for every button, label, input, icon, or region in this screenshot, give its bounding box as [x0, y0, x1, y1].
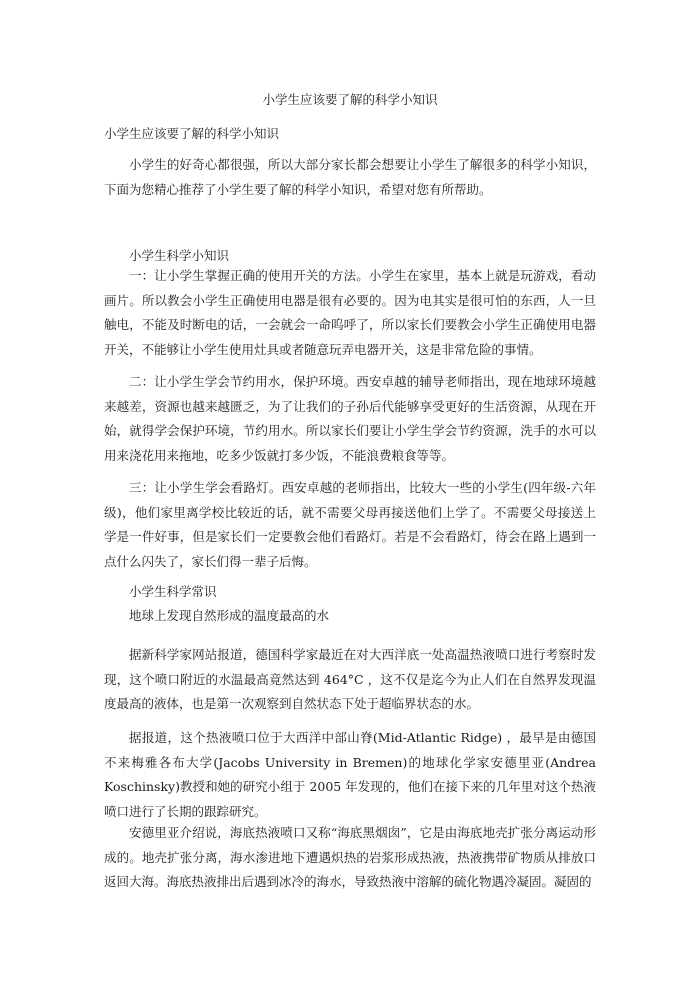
section2-subheading: 地球上发现自然形成的温度最高的水 [129, 608, 330, 623]
section2-paragraph2: 据报道，这个热液喷口位于大西洋中部山脊(Mid-Atlantic Ridge) ，最早是由德国不来梅雅各布大学(Jacobs University in Bremen)的地球化学家安德里亚(Andrea Koschinsky)教授和她的研究小组于 2005 年发现的，他们在接下来的几年里对这个热液喷口进行了长期的跟踪研究。 [104, 730, 596, 819]
document-title: 小学生应该要了解的科学小知识 [262, 92, 438, 107]
section2-heading: 小学生科学常识 [129, 584, 217, 599]
document-subtitle: 小学生应该要了解的科学小知识 [104, 126, 280, 141]
section1-item3-paragraph: 三：让小学生学会看路灯。西安卓越的老师指出，比较大一些的小学生(四年级-六年级)，他们家里离学校比较近的话，就不需要父母再接送他们上学了。不需要父母接送上学是一件好事，但是家长们一定要教会他们看路灯。若是不会看路灯，待会在路上遇到一点什么闪失了，家长们得一辈子后悔。 [104, 480, 596, 569]
section1-item2-paragraph: 二：让小学生学会节约用水，保护环境。西安卓越的辅导老师指出，现在地球环境越来越差，资源也越来越匮乏，为了让我们的子孙后代能够享受更好的生活资源，从现在开始，就得学会保护环境，节约用水。所以家长们要让小学生学会节约资源，洗手的水可以用来浇花用来拖地，吃多少饭就打多少饭，不能浪费粮食等等。 [104, 374, 596, 463]
section2-paragraph3: 安德里亚介绍说，海底热液喷口又称“海底黑烟囱”，它是由海底地壳扩张分离运动形成的。地壳扩张分离，海水渗进地下遭遇炽热的岩浆形成热液，热液携带矿物质从排放口返回大海。海底热液排出后遇到冰冷的海水，导致热液中溶解的硫化物遇冷凝固。凝固的 [104, 825, 596, 889]
section1-item1-paragraph: 一：让小学生掌握正确的使用开关的方法。小学生在家里，基本上就是玩游戏，看动画片。所以教会小学生正确使用电器是很有必要的。因为电其实是很可怕的东西，人一旦触电，不能及时断电的话，一会就会一命呜呼了，所以家长们要教会小学生正确使用电器开关，不能够让小学生使用灶具或者随意玩弄电器开关，这是非常危险的事情。 [104, 268, 596, 357]
section2-paragraph1: 据新科学家网站报道，德国科学家最近在对大西洋底一处高温热液喷口进行考察时发现，这个喷口附近的水温最高竟然达到 464°C ，这不仅是迄今为止人们在自然界发现温度最高的液体，也是第一次观察到自然状态下处于超临界状态的水。 [104, 647, 596, 711]
intro-paragraph: 小学生的好奇心都很强，所以大部分家长都会想要让小学生了解很多的科学小知识，下面为您精心推荐了小学生要了解的科学小知识，希望对您有所帮助。 [104, 157, 596, 197]
section1-heading: 小学生科学小知识 [129, 248, 230, 263]
